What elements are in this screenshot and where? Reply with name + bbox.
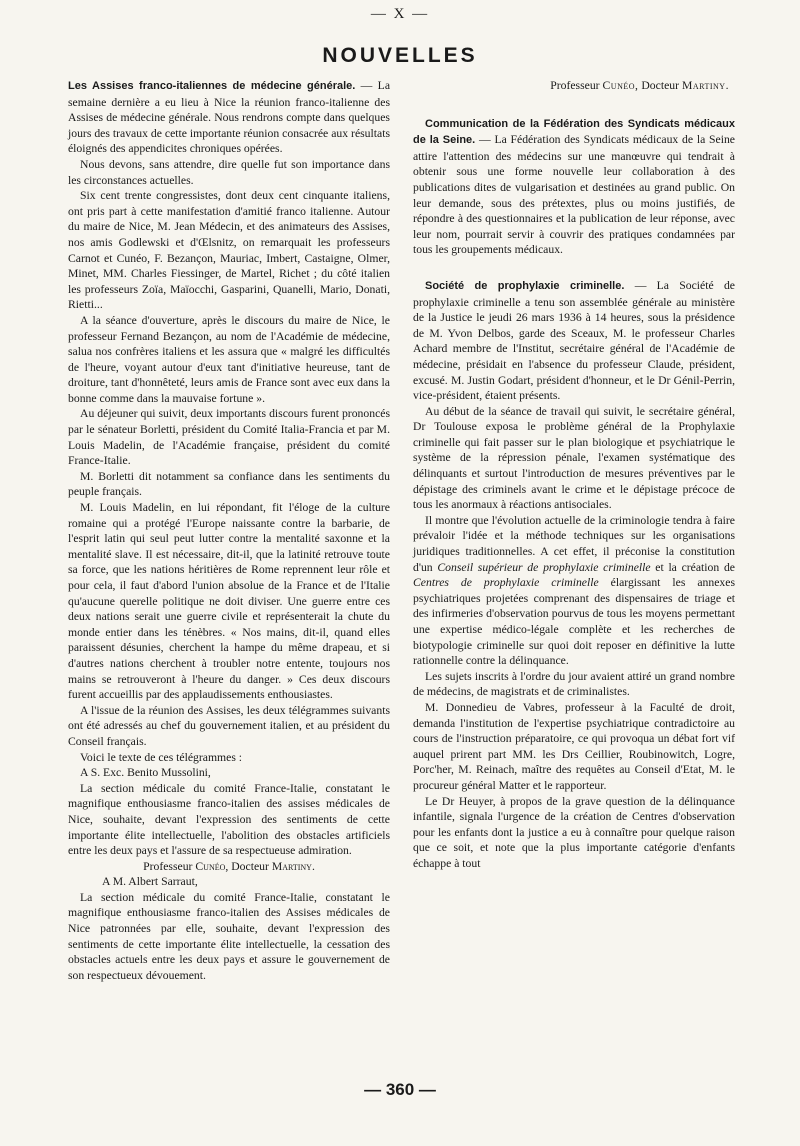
article-prophylaxie-heading: Société de prophylaxie criminelle. [425,279,625,292]
article-prophylaxie-paragraph: M. Donnedieu de Vabres, professeur à la Faculté de droit, demanda l'institution de l'expertise psychiatrique contradictoire au cours de l'instruction préparatoire, ce qui provoqua un débat fort vif auquel prirent part MM. les Drs Ceillier, Roubinowitch, Logre, Porc'her, M. Reinach, maître des requêtes au Conseil d'Etat, M. le procureur général Matter et le rapporteur. [413,700,735,792]
right-column [413,78,735,872]
article-assises-paragraph: Au déjeuner qui suivit, deux importants discours furent prononcés par le sénateur Borletti, président du Comité Italia-Francia et par M. Louis Madelin, de l'Académie française, président du comité France-Italie. [68,407,390,468]
telegram-signature: Professeur Cunéo, Docteur Martiny. [550,79,729,92]
page-number: — 360 — [364,1080,436,1099]
telegram-address: A M. Albert Sarraut, [102,875,198,889]
article-assises-paragraph: M. Borletti dit notamment sa confiance dans les sentiments du peuple français. [68,469,390,499]
article-assises-heading: Les Assises franco-italiennes de médecine générale. [68,80,356,92]
article-assises-paragraph: Nous devons, sans attendre, dire quelle fut son importance dans les circonstances actuelles. [68,157,390,187]
article-assises-paragraph: A la séance d'ouverture, après le discours du maire de Nice, le professeur Fernand Bezançon, au nom de l'Académie de médecine, salua nos confrères italiens et les assura que « malgré les difficultés de l'heure, voyant autour d'eux tant d'initiative heureuse, tant de droiture, tant d'honnêteté, leurs amis de France sont avec eux dans la bonne comme dans la mauvaise fortune ». [68,313,390,405]
article-prophylaxie-paragraph: Le Dr Heuyer, à propos de la grave question de la délinquance infantile, signala l'urgence de la création de Centres d'observation pour les enfants dont la justice a eu à connaître pour quelque raison que ce soit, et note que la plus importante catégorie d'enfants échappe à tout [413,794,735,870]
article-prophylaxie-paragraph: Il montre que l'évolution actuelle de la criminologie tendra à faire prévaloir l'idée et la méthode techniques sur les organisations juridiques traditionnelles. A cet effet, il préconise la constitution d'un Conseil supérieur de prophylaxie criminelle et la création de Centres de prophylaxie criminelle élargissant les annexes psychiatriques projetées comprenant des dispensaires de triage et des infirmeries d'observation pourvus de tous les moyens permettant une expertise médico-légale complète et les recherches de biotypologie criminelle sur quoi doit reposer en définitive la lutte rationnelle contre la délinquance. [413,513,735,668]
article-assises-paragraph: A l'issue de la réunion des Assises, les deux télégrammes suivants ont été adressés au chef du gouvernement italien, et au président du Conseil français. [68,703,390,748]
telegram-signature: Professeur Cunéo, Docteur Martiny. [143,859,315,873]
article-prophylaxie-paragraph: Les sujets inscrits à l'ordre du jour avaient attiré un grand nombre de médecins, de magistrats et de criminalistes. [413,669,735,699]
article-federation-heading: Communication de la Fédération des Syndicats médicaux de la Seine. [413,117,735,147]
article-prophylaxie-paragraph: Société de prophylaxie criminelle. — La Société de prophylaxie criminelle a tenu son assemblée générale au ministère de la Justice le jeudi 26 mars 1936 à 14 heures, sous la présidence de M. Yvon Delbos, garde des Sceaux, M. le professeur Charles Achard membre de l'Institut, secrétaire général de l'Académie de médecine, présidait en l'absence du professeur Claude, président, excusé. M. Justin Godart, président d'honneur, et le Dr Génil-Perrin, vice-président, étaient présents. [413,278,735,403]
left-column [68,78,390,983]
telegram-address: A S. Exc. Benito Mussolini, [80,766,211,780]
article-assises-paragraph: M. Louis Madelin, en lui répondant, fit l'éloge de la culture romaine qui a protégé l'Europe naissante contre la barbarie, de l'esprit latin qui seul peut lutter contre la mentalité saxonne et la mentalité slave. Il est nécessaire, dit-il, que la latinité retrouve toute sa force, que les nations héritières de Rome reprennent leur rôle et pour cela, il faut d'abord l'union absolue de la France et de l'Italie qu'aucune querelle politique ne doit diviser. Une guerre entre ces deux nations serait une guerre civile et représenterait la chute du monde entier dans les ténèbres. « Nos mains, dit-il, quand elles paraissent désunies, cherchent la hampe du même drapeau, et si d'autres nations cherchent à troubler notre entente, toujours nos mains se retrouveront à l'heure du danger. » Ces deux discours furent accueillis par des applaudissements enthousiastes. [68,501,390,702]
telegram-text: La section médicale du comité France-Italie, constatant le magnifique enthousiasme franco-italien des assises médicales de Nice, souhaite, devant l'expression des sentiments de cette importante élite intellectuelle, l'abolition des obstacles artificiels entre les deux pays et l'assure de sa respectueuse admiration. [68,781,390,858]
article-assises-paragraph: Voici le texte de ces télégrammes : [80,750,243,764]
spacer [413,258,735,278]
page-folio: — X — [370,6,430,22]
telegram-text: La section médicale du comité France-Italie, constatant le magnifique enthousiasme franco-italien des Assises médicales de Nice patronnées par elle, souhaite, devant l'expression des sentiments de cette importante élite intellectuelle, la cessation des obstacles actuels entre les deux pays et assure le gouvernement de son respectueux dévouement. [68,890,390,982]
spacer [413,94,735,116]
article-assises-paragraph: Les Assises franco-italiennes de médecine générale. — La semaine dernière a eu lieu à Nice la réunion franco-italienne des Assises de médecine générale. Nous rendrons compte dans quelques jours des travaux de cette importante réunion consacrée aux résultats éloignés des appendicites chroniques opérées. [68,79,391,156]
article-prophylaxie-paragraph: Au début de la séance de travail qui suivit, le secrétaire général, Dr Toulouse exposa le problème général de la Prophylaxie criminelle qui fait passer sur le plan biologique et psychiatrique le système de la répression pénale, l'examen systématique des délinquants et surtout l'introduction de mesures préventives par le dépistage des criminels avant le crime et le dépistage précoce de tous les anormaux à réactions antisociales. [413,404,735,512]
article-assises-paragraph: Six cent trente congressistes, dont deux cent cinquante italiens, ont pris part à cette manifestation d'amitié franco italienne. Autour du maire de Nice, M. Jean Médecin, et des animateurs des Assises, nos amis Godlewski et d'Œlsnitz, on remarquait les professeurs Carnot et Cunéo, F. Bezançon, Mauriac, Imbert, Castaigne, Olmer, Minet, MM. Charles Fiessinger, de Martel, Richet ; du côté italien les professeurs Zoïa, Maïocchi, Gasparini, Quanelli, Mario, Donati, Rietti... [68,189,390,312]
article-federation-paragraph: Communication de la Fédération des Syndicats médicaux de la Seine. — La Fédération des Syndicats médicaux de la Seine attire l'attention des médecins sur une manœuvre qui tendrait à obtenir sous une forme nouvelle leur collaboration à des publications dites de vulgarisation et destinées au grand public. On leur demande, sous des prétextes, plus ou moins justifiés, de répondre à des questionnaires et la publication de leur réponse, avec leur nom, pourrait servir à couvrir des pratiques condamnées par tous les groupements médicaux. [413,117,735,257]
section-title: NOUVELLES [322,44,478,67]
